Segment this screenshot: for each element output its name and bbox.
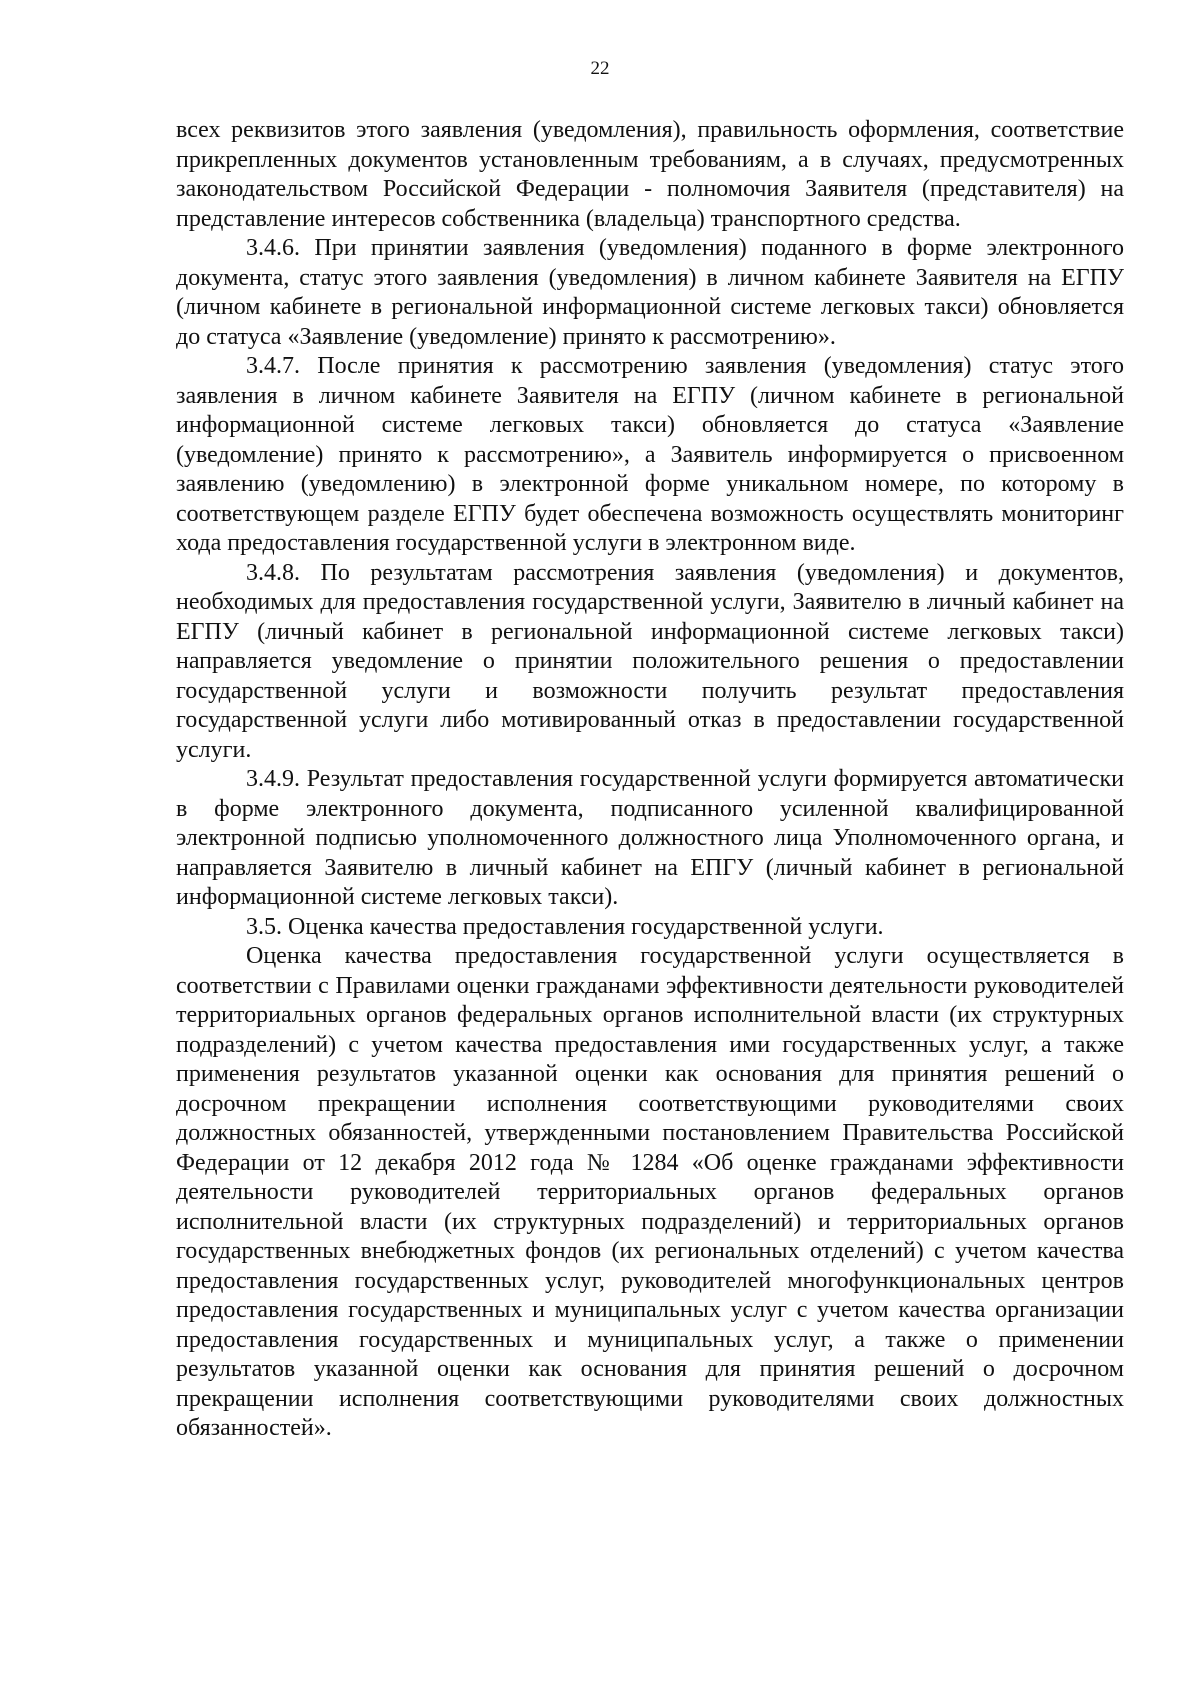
section-heading-3-5: 3.5. Оценка качества предоставления государственной услуги. xyxy=(246,913,884,940)
paragraph-continuation: всех реквизитов этого заявления (уведомления), правильность оформления, соответствие прикрепленных документов установленным требованиям, а в случаях, предусмотренных законодательством Российской Федерации - полномочия Заявителя (представителя) на представление интересов собственника (владельца) транспортного средства. xyxy=(176,117,1124,232)
page-number: 22 xyxy=(590,58,610,79)
paragraph-quality-assessment: Оценка качества предоставления государственной услуги осуществляется в соответствии с Правилами оценки гражданами эффективности деятельности руководителей территориальных органов федеральных органов исполнительной власти (их структурных подразделений) с учетом качества предоставления ими государственных услуг, а также применения результатов указанной оценки как основания для принятия решений о досрочном прекращении исполнения соответствующими руководителями своих должностных обязанностей, утвержденными постановлением Правительства Российской Федерации от 12 декабря 2012 года № 1284 «Об оценке гражданами эффективности деятельности руководителей территориальных органов федеральных органов исполнительной власти (их структурных подразделений) и территориальных органов государственных внебюджетных фондов (их региональных отделений) с учетом качества предоставления государственных услуг, руководителей многофункциональных центров предоставления государственных и муниципальных услуг с учетом качества организации предоставления государственных и муниципальных услуг, а также о применении результатов указанной оценки как основания для принятия решений о досрочном прекращении исполнения соответствующими руководителями своих должностных обязанностей». xyxy=(176,943,1124,1441)
paragraph-3-4-8: 3.4.8. По результатам рассмотрения заявления (уведомления) и документов, необходимых для предоставления государственной услуги, Заявителю в личный кабинет на ЕГПУ (личный кабинет в региональной информационной системе легковых такси) направляется уведомление о принятии положительного решения о предоставлении государственной услуги и возможности получить результат предоставления государственной услуги либо мотивированный отказ в предоставлении государственной услуги. xyxy=(176,559,1124,763)
paragraph-3-4-6: 3.4.6. При принятии заявления (уведомления) поданного в форме электронного документа, статус этого заявления (уведомления) в личном кабинете Заявителя на ЕГПУ (личном кабинете в региональной информационной системе легковых такси) обновляется до статуса «Заявление (уведомление) принято к рассмотрению». xyxy=(176,235,1124,350)
paragraph-3-4-9: 3.4.9. Результат предоставления государственной услуги формируется автоматически в форме электронного документа, подписанного усиленной квалифицированной электронной подписью уполномоченного должностного лица Уполномоченного органа, и направляется Заявителю в личный кабинет на ЕПГУ (личный кабинет в региональной информационной системе легковых такси). xyxy=(176,766,1124,910)
paragraph-3-4-7: 3.4.7. После принятия к рассмотрению заявления (уведомления) статус этого заявления в личном кабинете Заявителя на ЕГПУ (личном кабинете в региональной информационной системе легковых такси) обновляется до статуса «Заявление (уведомление) принято к рассмотрению», а Заявитель информируется о присвоенном заявлению (уведомлению) в электронной форме уникальном номере, по которому в соответствующем разделе ЕГПУ будет обеспечена возможность осуществлять мониторинг хода предоставления государственной услуги в электронном виде. xyxy=(176,353,1124,556)
document-body xyxy=(176,116,1124,1444)
